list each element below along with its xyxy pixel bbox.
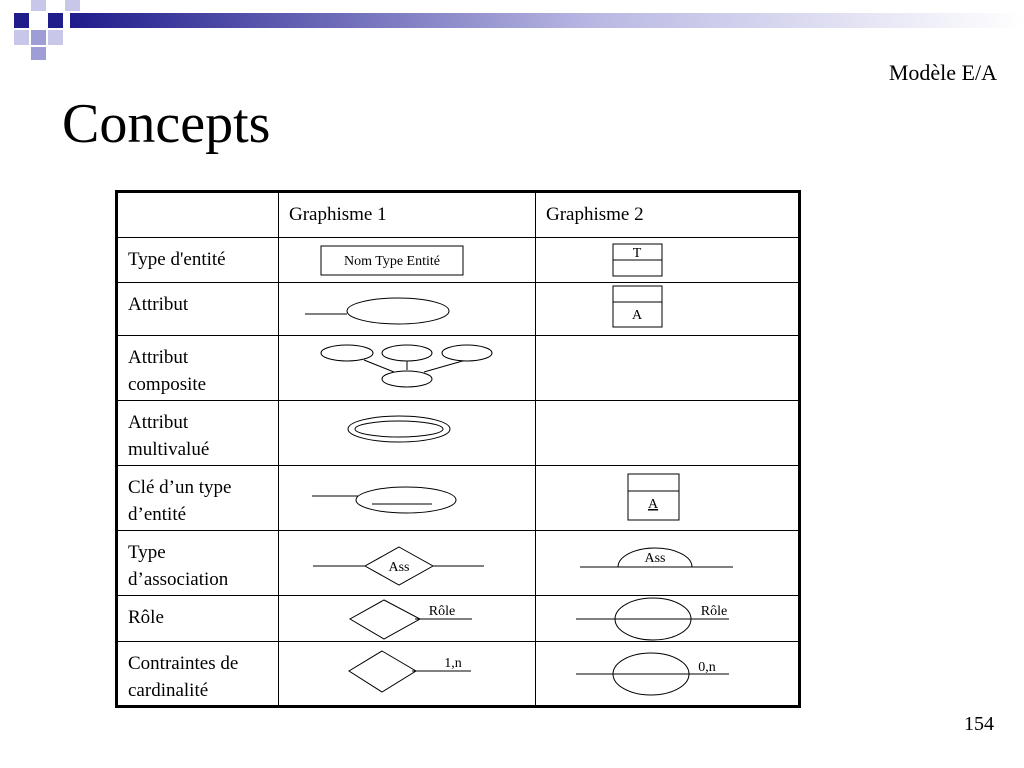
table-row (117, 531, 800, 596)
table-row (117, 596, 800, 642)
row-label-cardinalite: Contraintes de cardinalité (117, 642, 279, 707)
table-row (117, 466, 800, 531)
header-cell-graphisme-1: Graphisme 1 (279, 192, 536, 238)
key-attribute-symbol-2 (536, 466, 800, 531)
attribute-letter: A (631, 308, 643, 323)
table-header-row (117, 192, 800, 238)
header-cell-empty (117, 192, 279, 238)
composite-attribute-empty (536, 336, 800, 401)
row-label-type-association: Type d’association (117, 531, 279, 596)
role-symbol-2 (536, 596, 800, 642)
table-row (117, 642, 800, 707)
table-row (117, 238, 800, 283)
role-symbol-1 (279, 596, 536, 642)
association-name-1: Ass (388, 560, 410, 575)
multivalued-attribute-empty (536, 401, 800, 466)
entity-type-symbol-2 (536, 238, 800, 283)
cardinality-symbol-2 (536, 642, 800, 707)
cardinality-symbol-1 (279, 642, 536, 707)
row-label-attribut-multivalue: Attribut multivalué (117, 401, 279, 466)
concepts-table (115, 190, 801, 708)
row-label-attribut: Attribut (117, 283, 279, 336)
association-name-2: Ass (644, 551, 666, 566)
composite-attribute-symbol (279, 336, 536, 401)
association-type-symbol-1 (279, 531, 536, 596)
row-label-cle: Clé d’un type d’entité (117, 466, 279, 531)
entity-type-letter: T (632, 246, 642, 261)
cardinality-2: 0,n (698, 660, 716, 675)
slide-title: Concepts (62, 93, 271, 155)
header-tag: Modèle E/A (888, 60, 997, 85)
row-label-type-entite: Type d'entité (117, 238, 279, 283)
key-attribute-letter: A (647, 497, 659, 512)
page-number: 154 (964, 713, 994, 735)
row-label-attribut-composite: Attribut composite (117, 336, 279, 401)
entity-type-symbol-1 (279, 238, 536, 283)
multivalued-attribute-symbol (279, 401, 536, 466)
key-attribute-symbol-1 (279, 466, 536, 531)
entity-type-name: Nom Type Entité (344, 254, 440, 269)
role-name-1: Rôle (428, 604, 456, 619)
role-name-2: Rôle (700, 604, 728, 619)
attribute-symbol-2 (536, 283, 800, 336)
header-decoration (0, 0, 1024, 60)
attribute-symbol-1 (279, 283, 536, 336)
table-row (117, 336, 800, 401)
row-label-role: Rôle (117, 596, 279, 642)
header-cell-graphisme-2: Graphisme 2 (536, 192, 800, 238)
association-type-symbol-2 (536, 531, 800, 596)
table-row (117, 283, 800, 336)
table-row (117, 401, 800, 466)
cardinality-1: 1,n (444, 656, 462, 671)
